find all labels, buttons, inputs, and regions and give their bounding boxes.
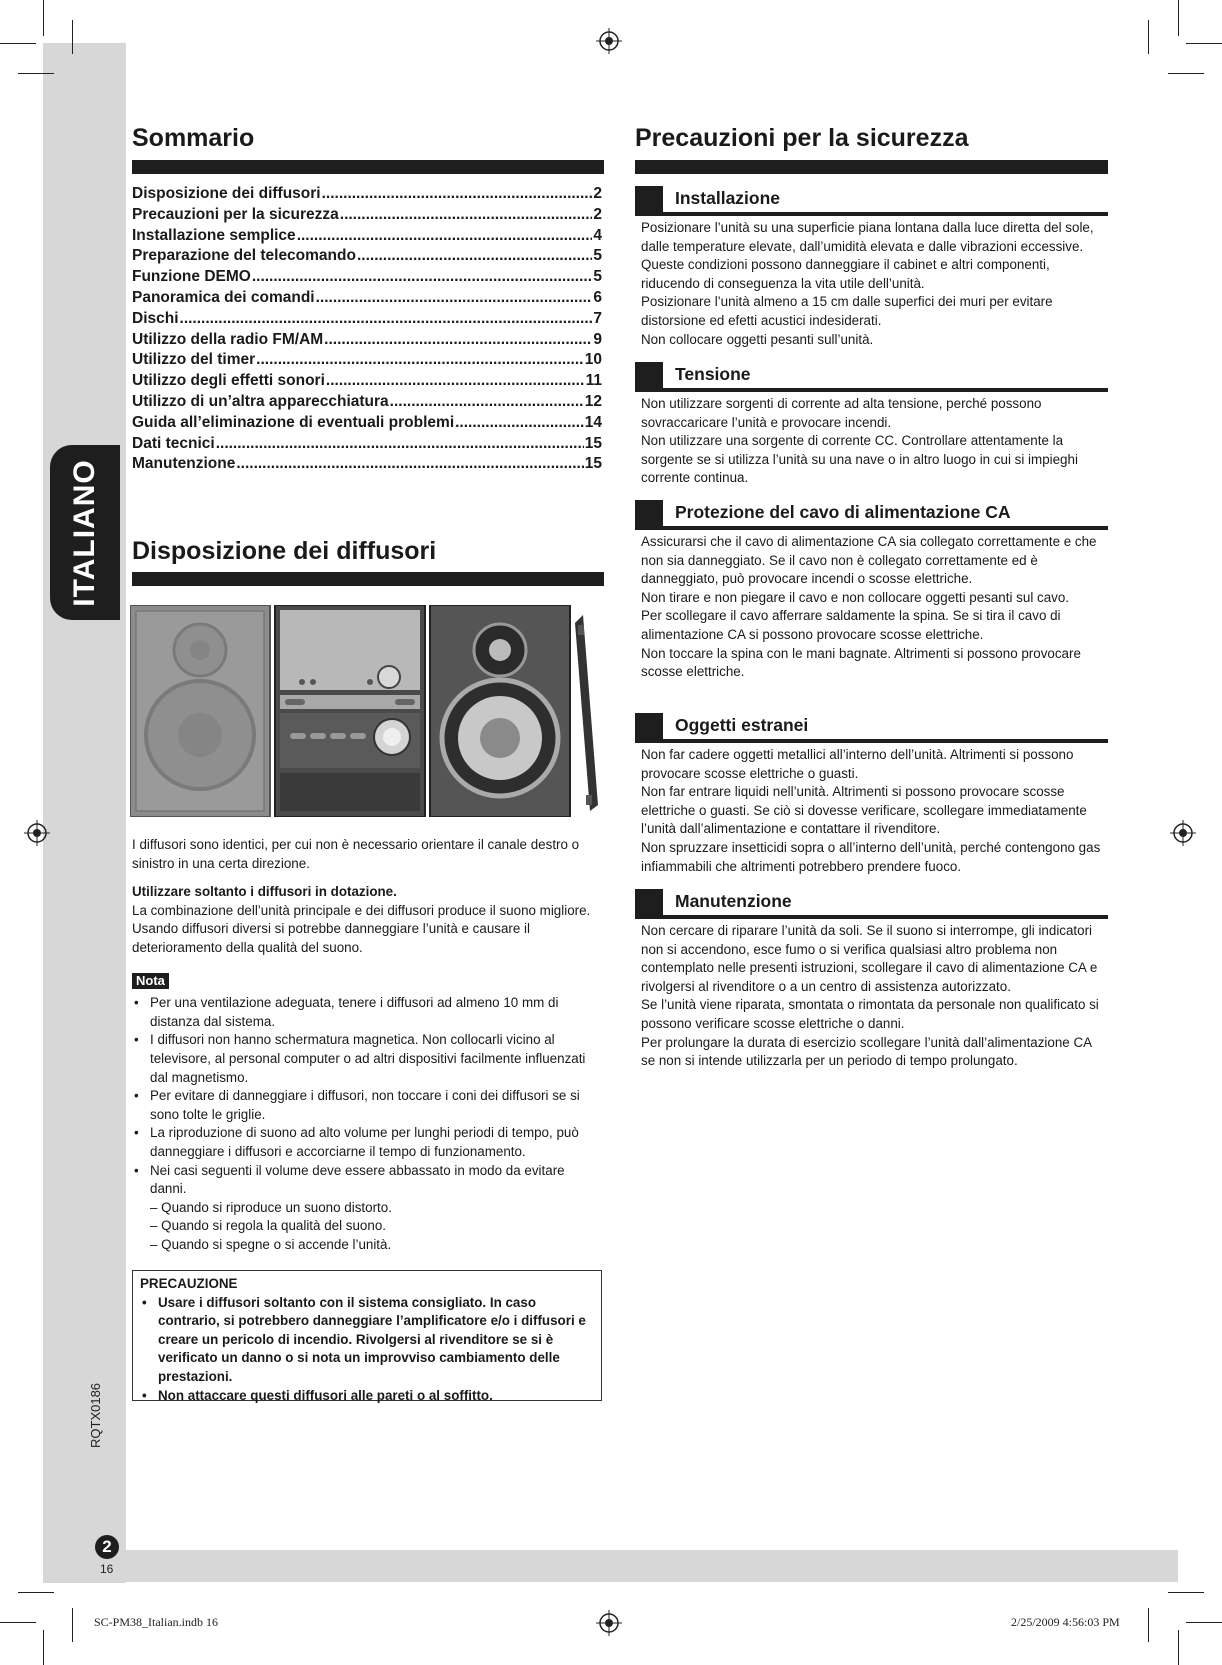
toc-entry[interactable]: Dati tecnici ..... 15 xyxy=(132,435,602,456)
toc-entry[interactable]: Installazione semplice ..... 4 xyxy=(132,227,602,248)
toc-entry[interactable]: Disposizione dei diffusori ..... 2 xyxy=(132,185,602,206)
registration-mark-icon xyxy=(1170,820,1196,846)
dash-item: – Quando si regola la qualità del suono. xyxy=(150,1218,386,1234)
footer-timestamp: 2/25/2009 4:56:03 PM xyxy=(1011,1615,1120,1629)
caution-title: PRECAUZIONE xyxy=(140,1276,238,1291)
section-rule xyxy=(132,572,604,586)
subsection-heading-installazione: Installazione xyxy=(635,186,1108,216)
language-tab xyxy=(50,445,120,620)
toc-entry[interactable]: Utilizzo di un’altra apparecchiatura ..... 12 xyxy=(132,393,602,414)
toc-entry[interactable]: Utilizzo del timer ..... 10 xyxy=(132,351,602,372)
note-item: • La riproduzione di suono ad alto volume per lunghi periodi di tempo, può danneggiare i diffusori e accorciarne il tempo di funzionamento. xyxy=(132,1124,602,1161)
toc-title: Sommario xyxy=(132,124,255,152)
toc-entry[interactable]: Preparazione del telecomando ..... 5 xyxy=(132,247,602,268)
note-item: • Nei casi seguenti il volume deve essere abbassato in modo da evitare danni. xyxy=(132,1162,602,1199)
toc-entry[interactable]: Precauzioni per la sicurezza ..... 2 xyxy=(132,206,602,227)
toc-entry[interactable]: Panoramica dei comandi ..... 6 xyxy=(132,289,602,310)
table-of-contents xyxy=(132,185,602,476)
note-label: Nota xyxy=(132,973,169,989)
tensione-text: Non utilizzare sorgenti di corrente ad alta tensione, perché possono sovraccaricare l’unità e provocare incendi. Non utilizzare una sorgente di corrente CC. Controllare attentamente la sorgente se si utilizza l’unità su una nave o in altro luogo in cui si impieghi corrente continua. xyxy=(641,396,1078,486)
registration-mark-icon xyxy=(596,28,622,54)
page-number: 2 xyxy=(95,1535,119,1559)
installazione-text: Posizionare l’unità su una superficie piana lontana dalla luce diretta del sole, dalle temperature elevate, dall’umidità elevata e dalle vibrazioni eccessive. Queste condizioni possono danneggiare il cabinet e altri componenti, riducendo di conseguenza la vita utile dell’unità. Posizionare l’unità almeno a 15 cm dalle superfici dei muri per evitare distorsione ed efetti acustici indesiderati. Non collocare oggetti pesanti sull’unità. xyxy=(641,220,1094,347)
section-rule xyxy=(635,160,1108,174)
note-item: • I diffusori non hanno schermatura magnetica. Non collocarli vicino al televisore, al personal computer o ad altri dispositivi facilmente influenzati dal magnetismo. xyxy=(132,1031,602,1087)
oggetti-text: Non far cadere oggetti metallici all’interno dell’unità. Altrimenti si possono provocare scosse elettriche o guasti. Non far entrare liquidi nell’unità. Altrimenti si possono provocare scosse elettriche o guasti. Se ciò si dovesse verificare, scollegare immediatamente l’unità dall’alimentazione e contattare il rivenditore. Non spruzzare insetticidi sopra o all’interno dell’unità, perché contengono gas infiammabili che altrimenti potrebbero prendere fuoco. xyxy=(641,747,1101,874)
toc-entry[interactable]: Funzione DEMO ..... 5 xyxy=(132,268,602,289)
toc-entry[interactable]: Manutenzione ..... 15 xyxy=(132,455,602,476)
document-code: RQTX0186 xyxy=(88,1382,103,1448)
toc-entry[interactable]: Utilizzo degli effetti sonori ..... 11 xyxy=(132,372,602,393)
subsection-heading-manutenzione: Manutenzione xyxy=(635,889,1108,919)
toc-entry[interactable]: Dischi ..... 7 xyxy=(132,310,602,331)
subsection-heading-oggetti: Oggetti estranei xyxy=(635,713,1108,743)
caution-box xyxy=(132,1270,602,1401)
footer-filename: SC-PM38_Italian.indb 16 xyxy=(94,1615,219,1629)
toc-entry[interactable]: Utilizzo della radio FM/AM ..... 9 xyxy=(132,331,602,352)
language-label: ITALIANO xyxy=(68,458,101,607)
registration-mark-icon xyxy=(596,1610,622,1636)
subsection-heading-tensione: Tensione xyxy=(635,362,1108,392)
toc-entry[interactable]: Guida all’eliminazione di eventuali problemi ..... 14 xyxy=(132,414,602,435)
safety-title: Precauzioni per la sicurezza xyxy=(635,124,969,152)
registration-mark-icon xyxy=(24,820,50,846)
subsection-heading-cavo: Protezione del cavo di alimentazione CA xyxy=(635,500,1108,530)
speaker-system-illustration xyxy=(130,605,600,817)
section-rule xyxy=(132,160,604,174)
speakers-intro: I diffusori sono identici, per cui non è necessario orientare il canale destro o sinistro in una certa direzione. xyxy=(132,837,580,871)
dash-item: – Quando si riproduce un suono distorto. xyxy=(150,1199,392,1215)
speakers-body xyxy=(132,836,602,1254)
margin-band xyxy=(43,43,126,1583)
note-item: • Per evitare di danneggiare i diffusori, non toccare i coni dei diffusori se si sono tolte le griglie. xyxy=(132,1087,602,1124)
note-item: • Per una ventilazione adeguata, tenere i diffusori ad almeno 10 mm di distanza dal sistema. xyxy=(132,994,602,1031)
caution-list xyxy=(140,1294,594,1406)
caution-item: • Non attaccare questi diffusori alle pareti o al soffitto. xyxy=(140,1387,594,1406)
use-only-heading: Utilizzare soltanto i diffusori in dotazione. xyxy=(132,884,397,900)
use-only-text: La combinazione dell’unità principale e dei diffusori produce il suono migliore. Usando diffusori diversi si potrebbe danneggiare l’unità e causare il deterioramento della qualità del suono. xyxy=(132,902,591,955)
page-sub-number: 16 xyxy=(100,1562,114,1576)
manutenzione-text: Non cercare di riparare l’unità da soli. Se il suono si interrompe, gli indicatori non si accendono, esce fumo o si verifica qualsiasi altro problema non contemplato nelle presenti istruzioni, scollegare il cavo di alimentazione CA e rivolgersi al rivenditore o a un centro di assistenza autorizzato. Se l’unità viene riparata, smontata o rimontata da personale non qualificato si possono verificare scosse elettriche o danni. Per prolungare la durata di esercizio scollegare l’unità dall’alimentazione CA se non si intende utilizzarla per un periodo di tempo prolungato. xyxy=(641,923,1099,1069)
caution-item: • Usare i diffusori soltanto con il sistema consigliato. In caso contrario, si potrebbero danneggiare l’amplificatore e/o i diffusori e creare un pericolo di incendio. Rivolgersi al rivenditore se si è verificato un danno o si nota un improvviso cambiamento delle prestazioni. xyxy=(140,1294,594,1387)
bottom-band xyxy=(43,1550,1178,1582)
dash-item: – Quando si spegne o si accende l’unità. xyxy=(150,1236,392,1252)
cavo-text: Assicurarsi che il cavo di alimentazione CA sia collegato correttamente e che non sia danneggiato. Se il cavo non è collegato correttamente ed è danneggiato, può provocare incendi o scosse elettriche. Non tirare e non piegare il cavo e non collocare oggetti pesanti sul cavo. Per scollegare il cavo afferrare saldamente la spina. Se si tira il cavo di alimentazione CA si possono provocare scosse elettriche. Non toccare la spina con le mani bagnate. Altrimenti si possono provocare scosse elettriche. xyxy=(641,534,1097,680)
notes-list xyxy=(132,994,602,1199)
speakers-title: Disposizione dei diffusori xyxy=(132,537,437,565)
